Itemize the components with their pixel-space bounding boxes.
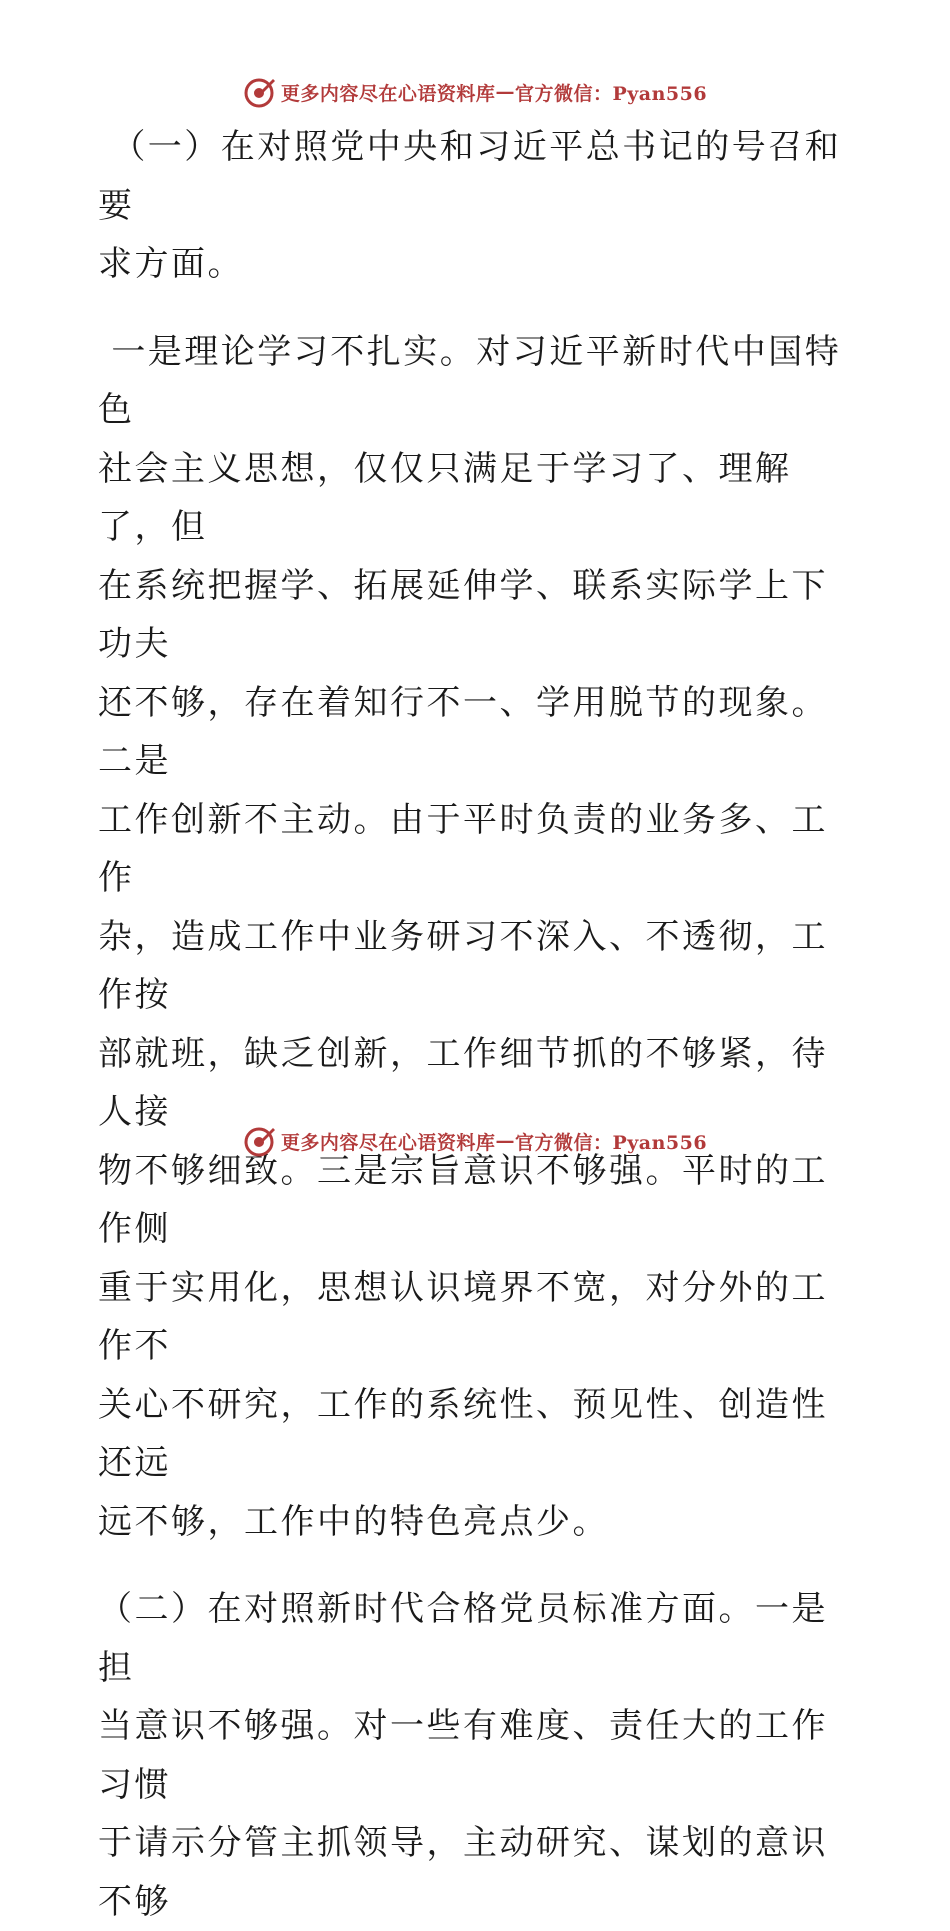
header-wechat: 官方微信：Pyan556 <box>514 82 708 105</box>
body-line: 杂，造成工作中业务研习不深入、不透彻，工作按 <box>98 916 828 1015</box>
body-line: 工作创新不主动。由于平时负责的业务多、工作 <box>98 799 828 898</box>
header-dash: — <box>495 81 515 103</box>
body-line: 关心不研究，工作的系统性、预见性、创造性还远 <box>98 1384 828 1483</box>
body-line: 于请示分管主抓领导，主动研究、谋划的意识不够 <box>98 1823 828 1922</box>
header-site-name: 更多内容尽在心语资料库 <box>280 82 496 105</box>
paragraph-gap <box>98 294 850 323</box>
body-line: （二）在对照新时代合格党员标准方面。一是担 <box>98 1589 828 1688</box>
body-line: 当意识不够强。对一些有难度、责任大的工作习惯 <box>98 1706 828 1805</box>
footer-banner <box>0 1121 950 1161</box>
body-line: 一是理论学习不扎实。对习近平新时代中国特色 <box>98 331 842 430</box>
body-line: 在系统把握学、拓展延伸学、联系实际学上下功夫 <box>98 565 828 664</box>
body-line: 求方面。 <box>98 244 244 284</box>
footer-wechat: 官方微信：Pyan556 <box>514 1131 708 1154</box>
footer-site-name: 更多内容尽在心语资料库 <box>280 1131 496 1154</box>
document-body <box>98 118 850 1931</box>
body-line: 部就班，缺乏创新，工作细节抓的不够紧，待人接 <box>98 1033 828 1132</box>
body-line: 物不够细致。三是宗旨意识不够强。平时的工作侧 <box>98 1150 828 1249</box>
paragraph-gap <box>98 1551 850 1580</box>
footer-dash: — <box>495 1130 515 1152</box>
body-line: 重于实用化，思想认识境界不宽，对分外的工作不 <box>98 1267 828 1366</box>
body-line: 远不够，工作中的特色亮点少。 <box>98 1501 609 1542</box>
body-line: 社会主义思想，仅仅只满足于学习了、理解了，但 <box>98 448 792 547</box>
body-line: （一）在对照党中央和习近平总书记的号召和要 <box>98 127 842 226</box>
quill-logo-icon <box>243 1124 277 1158</box>
header-banner <box>0 72 950 112</box>
quill-logo-icon <box>243 75 277 109</box>
body-line: 还不够，存在着知行不一、学用脱节的现象。二是 <box>98 682 828 781</box>
